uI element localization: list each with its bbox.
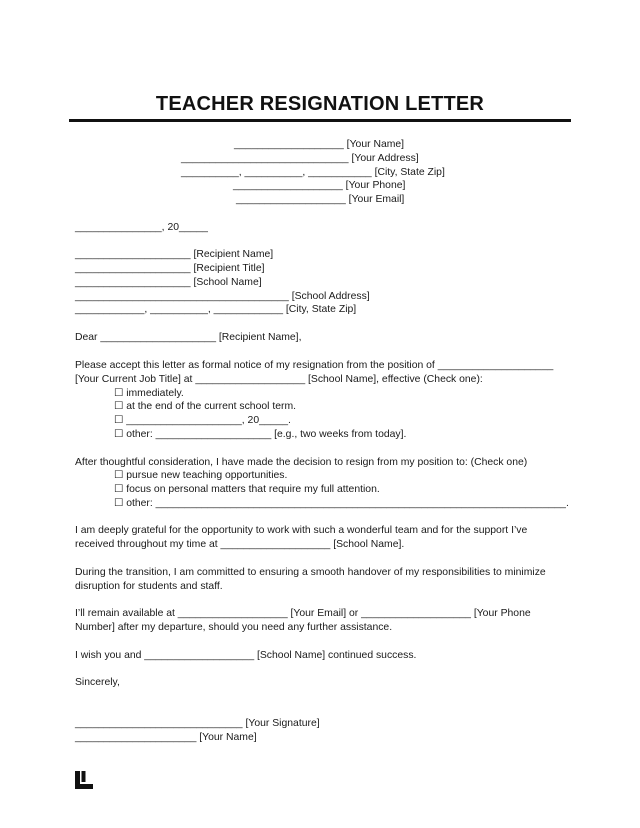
sender-email-line: ___________________ [Your Email] — [236, 194, 405, 205]
option-personal-matters[interactable]: ☐ focus on personal matters that require my full attention. — [114, 484, 380, 495]
resignation-notice-line-2: [Your Current Job Title] at ___________________ [School Name], effective (Check one): — [75, 374, 483, 385]
closing: Sincerely, — [75, 677, 120, 688]
option-end-of-term[interactable]: ☐ at the end of the current school term. — [114, 401, 297, 412]
option-new-opportunities[interactable]: ☐ pursue new teaching opportunities. — [114, 470, 288, 481]
gratitude-line-2: received throughout my time at ___________________ [School Name]. — [75, 539, 405, 550]
resignation-notice-line-1: Please accept this letter as formal notice of my resignation from the position of ____________________ — [75, 360, 554, 371]
sender-phone-line: ___________________ [Your Phone] — [233, 180, 406, 191]
sender-address-line: _____________________________ [Your Address] — [181, 153, 419, 164]
title-divider — [69, 119, 571, 122]
reason-intro-line: After thoughtful consideration, I have made the decision to resign from my position to: (Check one) — [75, 457, 528, 468]
recipient-school-line: ____________________ [School Name] — [75, 277, 262, 288]
sender-city-line: __________, __________, ___________ [City, State Zip] — [181, 167, 445, 178]
recipient-city-line: ____________, __________, ____________ [City, State Zip] — [75, 304, 357, 315]
well-wishes-line: I wish you and ___________________ [School Name] continued success. — [75, 650, 417, 661]
date-line: _______________, 20_____ — [75, 222, 208, 233]
transition-line-2: disruption for students and staff. — [75, 581, 223, 592]
availability-line-1: I’ll remain available at ___________________ [Your Email] or ___________________ [Your Phone — [75, 608, 531, 619]
salutation: Dear ____________________ [Recipient Name], — [75, 332, 302, 343]
sender-name-line: ___________________ [Your Name] — [234, 139, 405, 150]
option-specific-date[interactable]: ☐ ____________________, 20_____. — [114, 415, 291, 426]
document-title: TEACHER RESIGNATION LETTER — [155, 93, 485, 115]
transition-line-1: During the transition, I am committed to ensuring a smooth handover of my responsibilities to minimize — [75, 567, 546, 578]
recipient-title-line: ____________________ [Recipient Title] — [75, 263, 265, 274]
availability-line-2: Number] after my departure, should you need any further assistance. — [75, 622, 393, 633]
option-immediately[interactable]: ☐ immediately. — [114, 388, 184, 399]
option-other-date[interactable]: ☐ other: ____________________ [e.g., two weeks from today]. — [114, 429, 407, 440]
signature-line: _____________________________ [Your Signature] — [75, 718, 320, 729]
signer-name-line: _____________________ [Your Name] — [75, 732, 257, 743]
recipient-address-line: _____________________________________ [School Address] — [75, 291, 370, 302]
option-other-reason[interactable]: ☐ other: _______________________________________________________________________. — [114, 498, 569, 509]
gratitude-line-1: I am deeply grateful for the opportunity to work with such a wonderful team and for the support I’ve — [75, 525, 528, 536]
recipient-name-line: ____________________ [Recipient Name] — [75, 249, 274, 260]
legal-templates-logo-icon — [75, 771, 93, 789]
